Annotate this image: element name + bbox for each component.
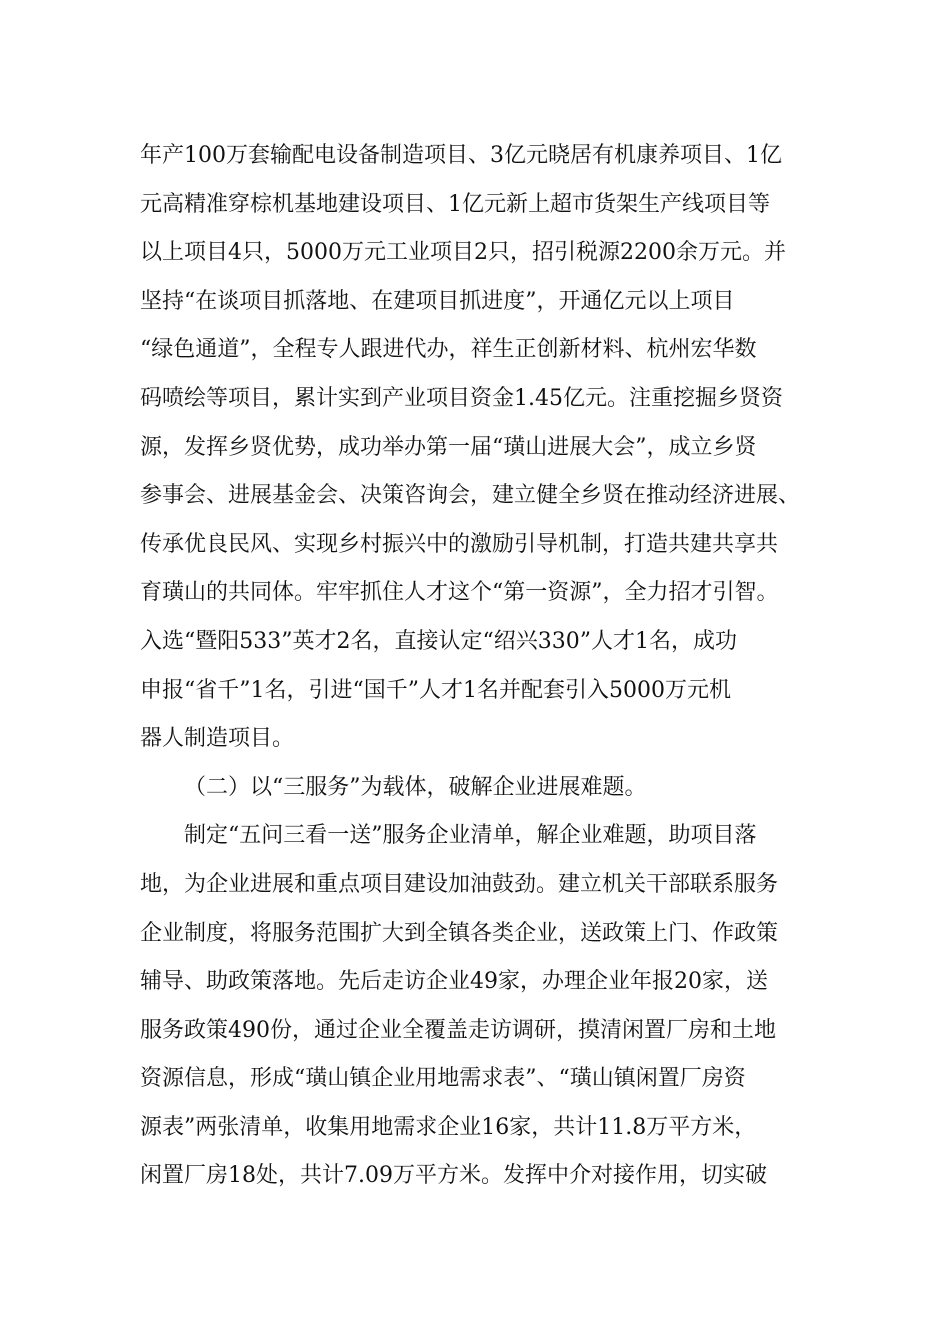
text-line: 企业制度，将服务范围扩大到全镇各类企业，送政策上门、作政策 <box>140 920 779 946</box>
text-line: 育璜山的共同体。牢牢抓住人才这个“第一资源”，全力招才引智。 <box>140 580 779 606</box>
section-heading: （二）以“三服务”为载体，破解企业进展难题。 <box>184 774 647 800</box>
text-line: 码喷绘等项目，累计实到产业项目资金1.45亿元。注重挖掘乡贤资 <box>140 385 783 411</box>
paragraph-first-line: 制定“五问三看一送”服务企业清单，解企业难题，助项目落 <box>184 823 757 849</box>
text-line: 资源信息，形成“璜山镇企业用地需求表”、“璜山镇闲置厂房资 <box>140 1066 746 1092</box>
text-line: 入选“暨阳533”英才2名，直接认定“绍兴330”人才1名，成功 <box>140 628 737 654</box>
text-line: 地，为企业进展和重点项目建设加油鼓劲。建立机关干部联系服务 <box>140 871 779 897</box>
text-line: 服务政策490份，通过企业全覆盖走访调研，摸清闲置厂房和土地 <box>140 1017 776 1043</box>
text-line: 辅导、助政策落地。先后走访企业49家，办理企业年报20家，送 <box>140 969 768 995</box>
text-line: 源，发挥乡贤优势，成功举办第一届“璜山进展大会”，成立乡贤 <box>140 434 757 460</box>
text-line: 参事会、进展基金会、决策咨询会，建立健全乡贤在推动经济进展、 <box>140 483 801 509</box>
text-line: 传承优良民风、实现乡村振兴中的激励引导机制，打造共建共享共 <box>140 531 779 557</box>
text-line: 坚持“在谈项目抓落地、在建项目抓进度”，开通亿元以上项目 <box>140 288 735 314</box>
text-line: “绿色通道”，全程专人跟进代办，祥生正创新材料、杭州宏华数 <box>140 337 757 363</box>
text-line: 元高精准穿棕机基地建设项目、1亿元新上超市货架生产线项目等 <box>140 191 770 217</box>
body-text <box>140 132 840 1201</box>
text-line: 器人制造项目。 <box>140 726 295 752</box>
text-line: 闲置厂房18处，共计7.09万平方米。发挥中介对接作用，切实破 <box>140 1163 767 1189</box>
text-line: 以上项目4只，5000万元工业项目2只，招引税源2200余万元。并 <box>140 240 786 266</box>
text-line: 年产100万套输配电设备制造项目、3亿元晓居有机康养项目、1亿 <box>140 143 782 168</box>
text-line: 申报“省千”1名，引进“国千”人才1名并配套引入5000万元机 <box>140 677 731 703</box>
text-line: 源表”两张清单，收集用地需求企业16家，共计11.8万平方米， <box>140 1114 757 1140</box>
